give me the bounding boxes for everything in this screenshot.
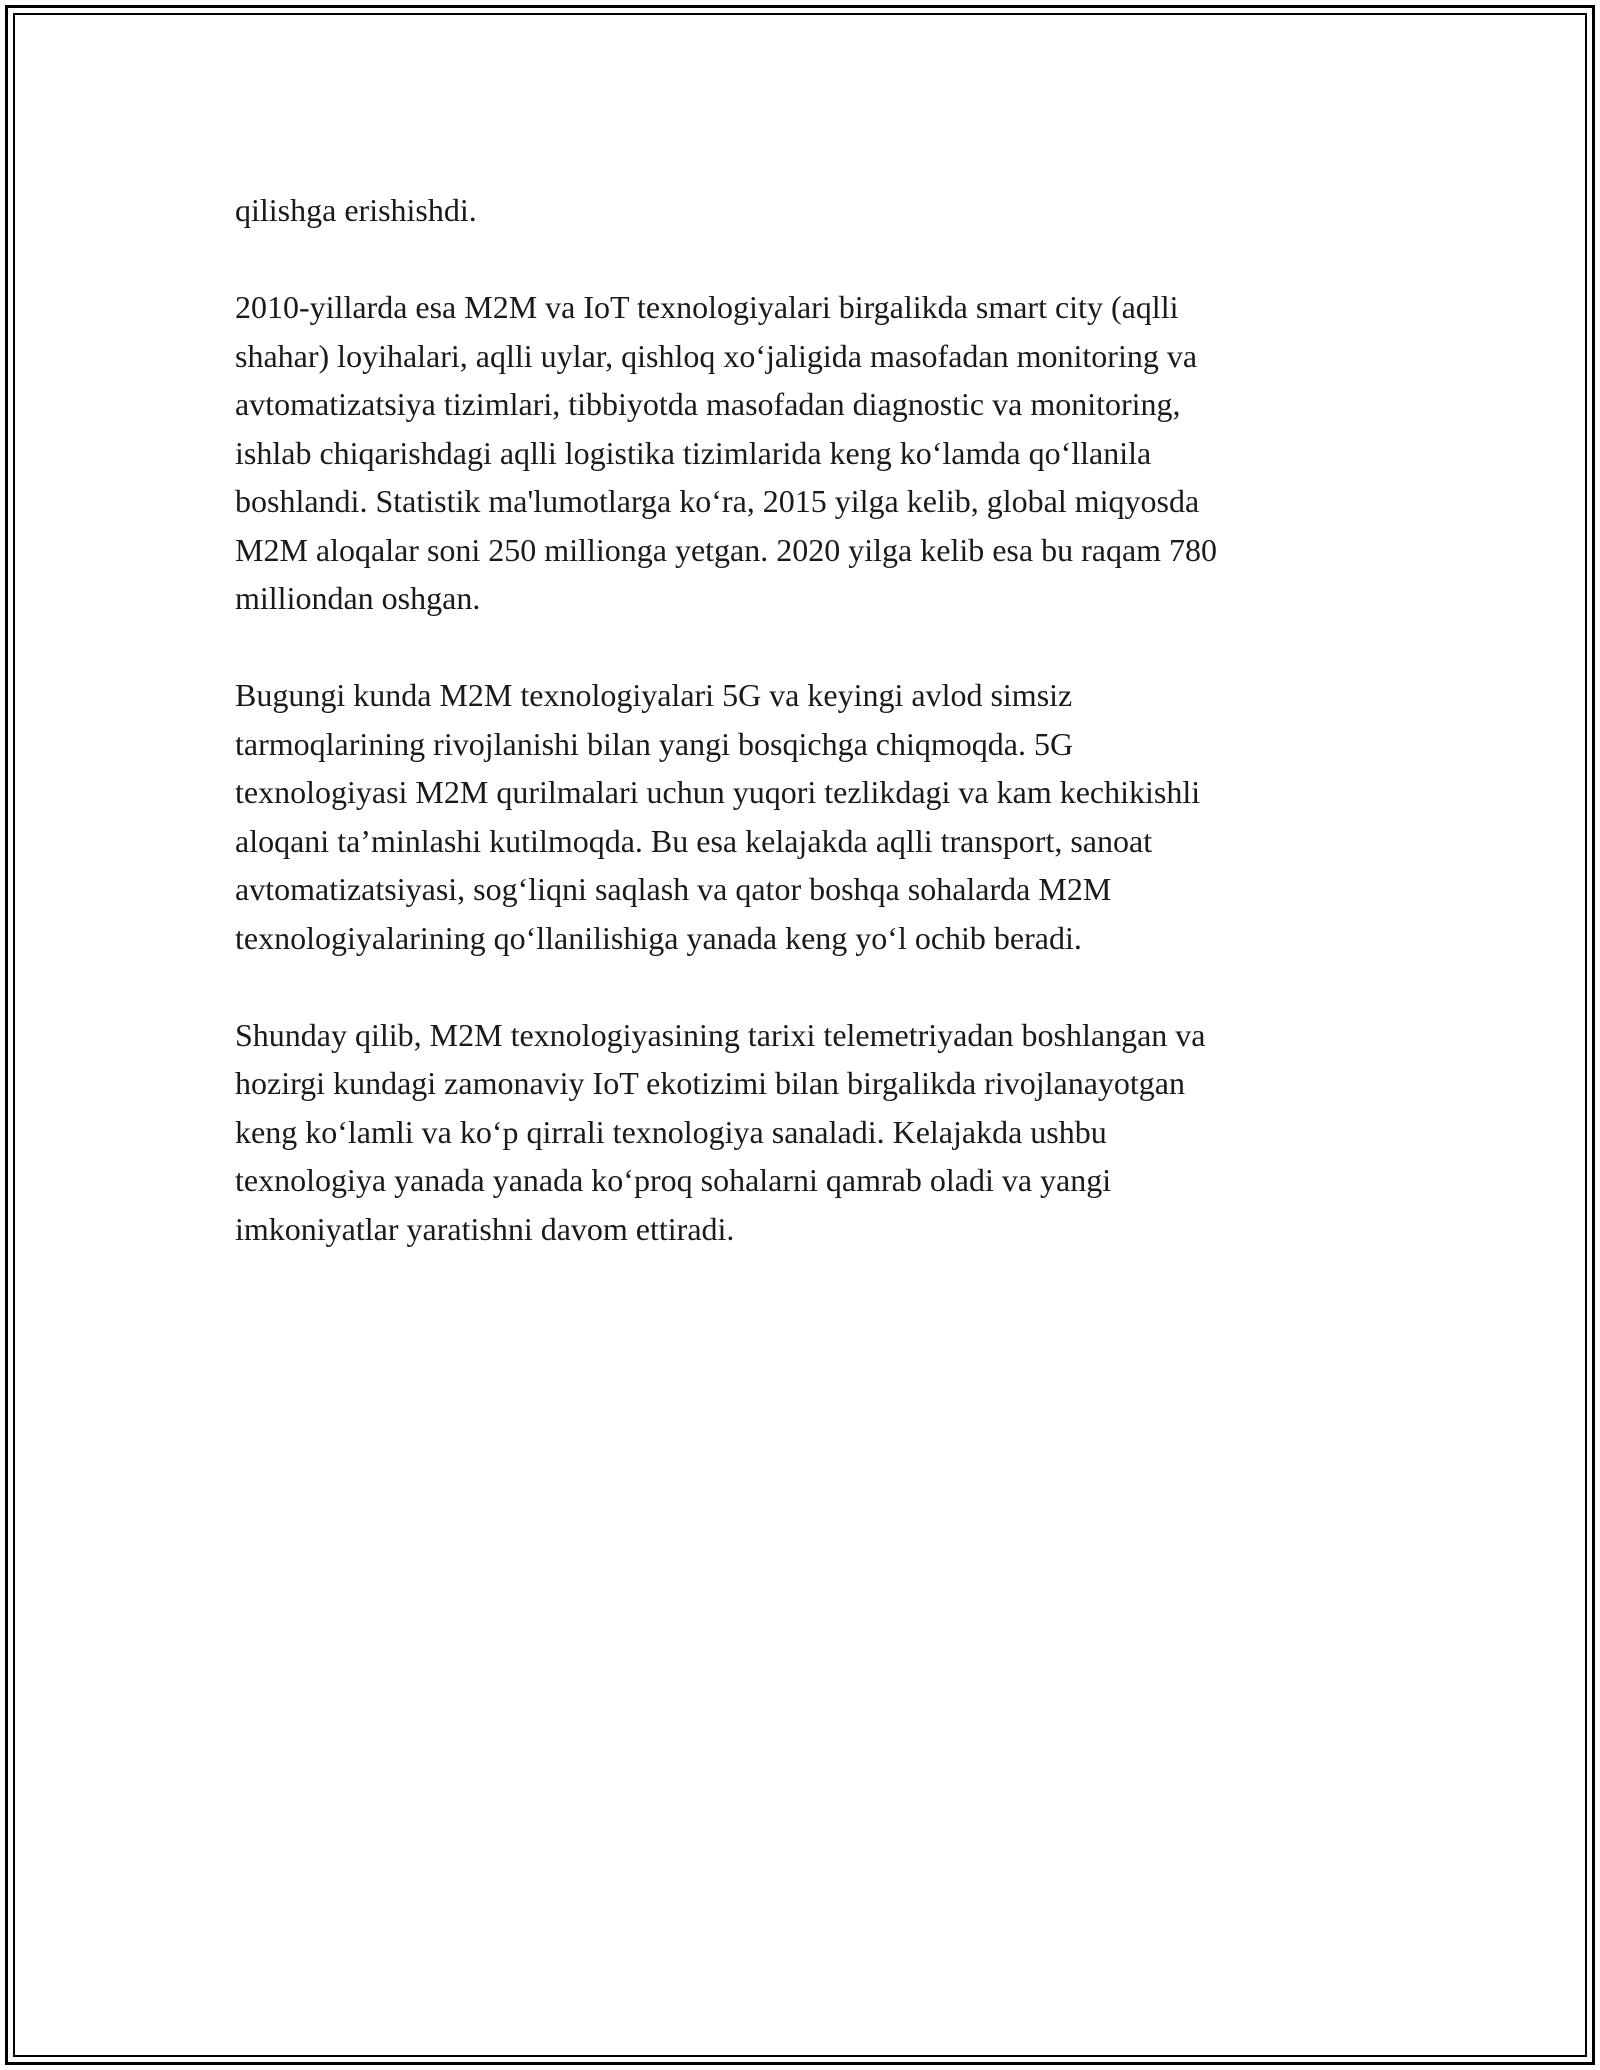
- text-line: hozirgi kundagi zamonaviy IoT ekotizimi bilan birgalikda rivojlanayotgan: [235, 1065, 1185, 1101]
- text-line: imkoniyatlar yaratishni davom ettiradi.: [235, 1210, 735, 1247]
- text-line: texnologiyalarining qo‘llanilishiga yanada keng yo‘l ochib beradi.: [235, 919, 1082, 956]
- text-line: tarmoqlarining rivojlanishi bilan yangi bosqichga chiqmoqda. 5G: [235, 725, 1074, 762]
- text-line: texnologiyasi M2M qurilmalari uchun yuqori tezlikdagi va kam kechikishli: [235, 774, 1201, 810]
- text-line: shahar) loyihalari, aqlli uylar, qishloq xo‘jaligida masofadan monitoring va: [235, 337, 1198, 374]
- document-body: [235, 186, 1370, 1302]
- text-line: M2M aloqalar soni 250 millionga yetgan. 2020 yilga kelib esa bu raqam 780: [235, 531, 1218, 568]
- text-line: qilishga erishishdi.: [235, 192, 477, 228]
- paragraph: [235, 1011, 1370, 1254]
- paragraph: [235, 186, 1370, 235]
- paragraph: [235, 671, 1370, 962]
- text-line: keng ko‘lamli va ko‘p qirrali texnologiya sanaladi. Kelajakda ushbu: [235, 1113, 1107, 1150]
- text-line: Shunday qilib, M2M texnologiyasining tarixi telemetriyadan boshlangan va: [235, 1016, 1206, 1053]
- text-line: aloqani ta’minlashi kutilmoqda. Bu esa kelajakda aqlli transport, sanoat: [235, 822, 1153, 859]
- text-line: ishlab chiqarishdagi aqlli logistika tizimlarida keng ko‘lamda qo‘llanila: [235, 434, 1152, 471]
- text-line: texnologiya yanada yanada ko‘proq sohalarni qamrab oladi va yangi: [235, 1162, 1112, 1198]
- text-line: 2010-yillarda esa M2M va IoT texnologiyalari birgalikda smart city (aqlli: [235, 289, 1179, 325]
- text-line: avtomatizatsiyasi, sog‘liqni saqlash va qator boshqa sohalarda M2M: [235, 871, 1112, 907]
- text-line: milliondan oshgan.: [235, 580, 481, 616]
- paragraph: [235, 283, 1370, 623]
- text-line: Bugungi kunda M2M texnologiyalari 5G va keyingi avlod simsiz: [235, 677, 1073, 713]
- text-line: boshlandi. Statistik ma'lumotlarga ko‘ra, 2015 yilga kelib, global miqyosda: [235, 483, 1200, 519]
- text-line: avtomatizatsiya tizimlari, tibbiyotda masofadan diagnostic va monitoring,: [235, 386, 1181, 422]
